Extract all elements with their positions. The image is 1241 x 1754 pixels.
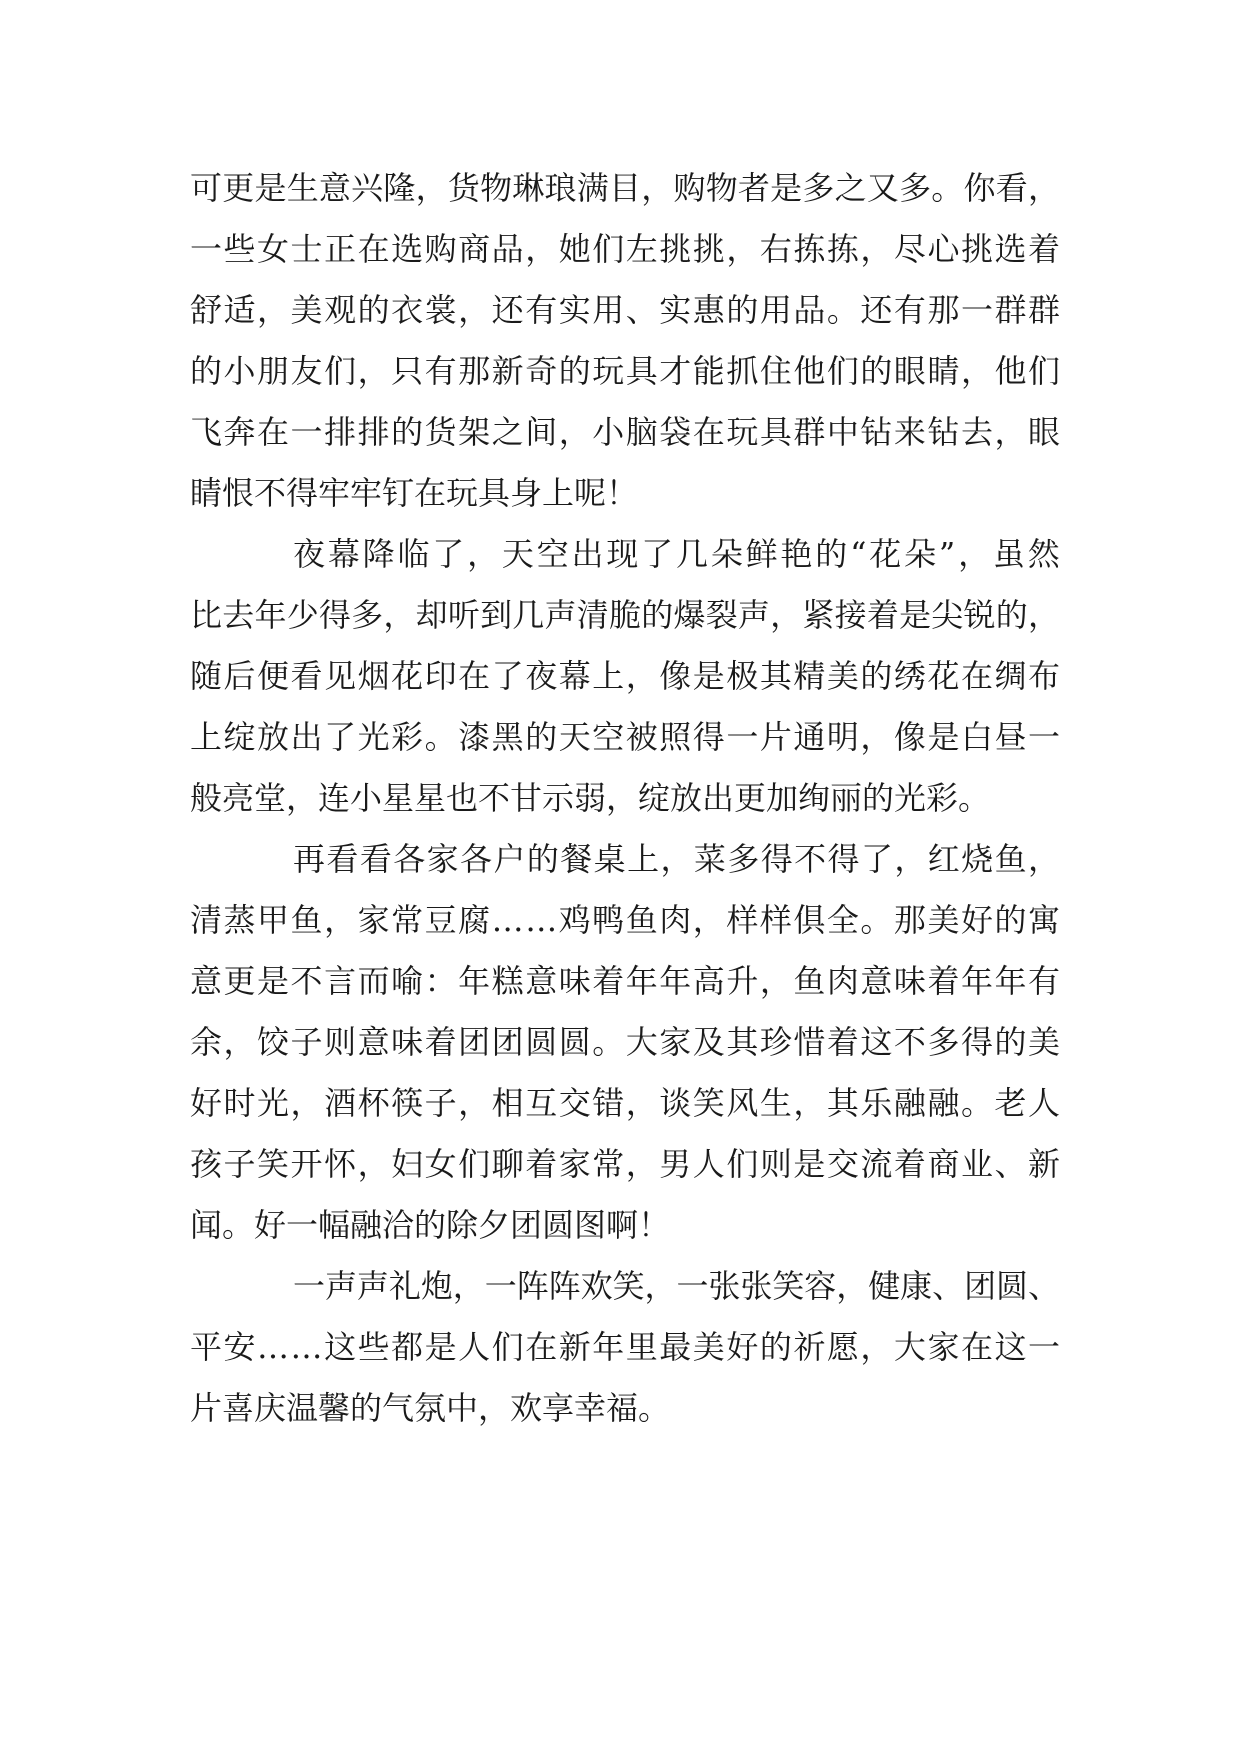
text-line: 一些女士正在选购商品，她们左挑挑，右拣拣，尽心挑选着 [190, 230, 1062, 268]
text-line: 余，饺子则意味着团团圆圆。大家及其珍惜着这不多得的美 [190, 1023, 1062, 1061]
text-line: 的小朋友们，只有那新奇的玩具才能抓住他们的眼睛，他们 [190, 352, 1062, 390]
body-text [190, 158, 1063, 1439]
text-line: 一声声礼炮，一阵阵欢笑，一张张笑容，健康、团圆、 [293, 1267, 1060, 1305]
paragraph [190, 1256, 1060, 1439]
text-line: 片喜庆温馨的气氛中，欢享幸福。 [190, 1389, 671, 1427]
text-line: 好时光，酒杯筷子，相互交错，谈笑风生，其乐融融。老人 [190, 1084, 1062, 1122]
text-line: 飞奔在一排排的货架之间，小脑袋在玩具群中钻来钻去，眼 [190, 413, 1062, 451]
text-line: 孩子笑开怀，妇女们聊着家常，男人们则是交流着商业、新 [190, 1145, 1062, 1183]
text-line: 睛恨不得牢牢钉在玩具身上呢！ [190, 474, 639, 512]
text-line: 般亮堂，连小星星也不甘示弱，绽放出更加绚丽的光彩。 [190, 779, 991, 817]
text-line: 平安……这些都是人们在新年里最美好的祈愿，大家在这一 [190, 1328, 1062, 1366]
paragraph [190, 524, 1063, 829]
text-line: 再看看各家各户的餐桌上，菜多得不得了，红烧鱼， [293, 840, 1062, 878]
paragraph [190, 158, 1060, 524]
text-line: 比去年少得多，却听到几声清脆的爆裂声，紧接着是尖锐的， [190, 596, 1061, 634]
text-line: 夜幕降临了，天空出现了几朵鲜艳的“花朵”，虽然 [293, 535, 1063, 573]
text-line: 舒适，美观的衣裳，还有实用、实惠的用品。还有那一群群 [190, 291, 1062, 329]
text-line: 意更是不言而喻：年糕意味着年年高升，鱼肉意味着年年有 [190, 962, 1062, 1000]
text-line: 上绽放出了光彩。漆黑的天空被照得一片通明，像是白昼一 [190, 718, 1062, 756]
text-line: 随后便看见烟花印在了夜幕上，像是极其精美的绣花在绸布 [190, 657, 1062, 695]
paragraph [190, 829, 1060, 1256]
text-line: 闻。好一幅融洽的除夕团圆图啊！ [190, 1206, 671, 1244]
text-line: 清蒸甲鱼，家常豆腐……鸡鸭鱼肉，样样俱全。那美好的寓 [190, 901, 1062, 939]
text-line: 可更是生意兴隆，货物琳琅满目，购物者是多之又多。你看， [190, 169, 1061, 207]
